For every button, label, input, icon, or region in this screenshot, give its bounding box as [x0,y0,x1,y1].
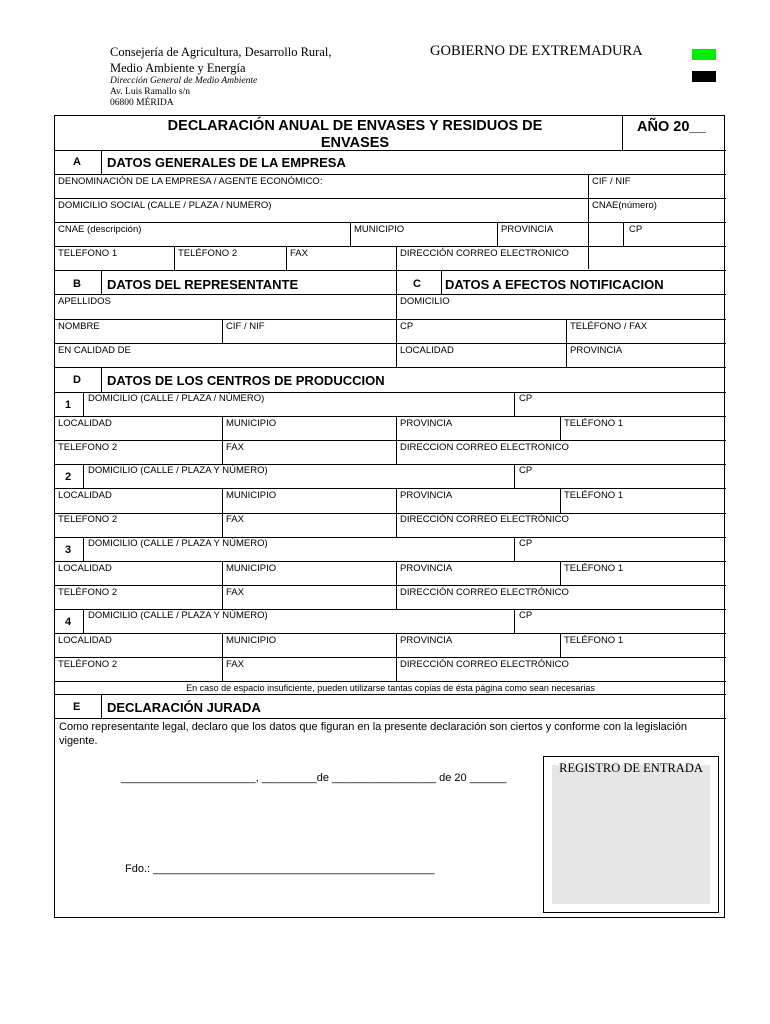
nombre-field[interactable]: NOMBRE [58,321,100,332]
center-1-localidad-field[interactable]: LOCALIDAD [58,418,112,429]
form-title: DECLARACIÓN ANUAL DE ENVASES Y RESIDUOS DE ENVASES [167,118,543,151]
section-d-title: DATOS DE LOS CENTROS DE PRODUCCION [107,373,385,388]
representante-cif-field[interactable]: CIF / NIF [226,321,265,332]
cp-field[interactable]: CP [629,224,643,235]
registro-entrada-box [543,756,719,913]
denominacion-field[interactable]: DENOMINACIÓN DE LA EMPRESA / AGENTE ECONÓMICO: [58,176,323,187]
center-3-telefono-2-field[interactable]: TELÉFONO 2 [58,587,118,598]
notificacion-localidad-field[interactable]: LOCALIDAD [400,345,454,356]
flag-black-stripe [692,71,716,82]
center-2-email-field[interactable]: DIRECCIÓN CORREO ELECTRÓNICO [400,514,569,525]
section-c-title: DATOS A EFECTOS NOTIFICACION [445,277,664,292]
center-2-telefono-2-field[interactable]: TELEFONO 2 [58,514,118,525]
center-2-cp-field[interactable]: CP [519,465,533,476]
section-d-letter: D [73,374,81,386]
center-4-localidad-field[interactable]: LOCALIDAD [58,635,112,646]
center-1-telefono-1-field[interactable]: TELÉFONO 1 [564,418,624,429]
center-4-email-field[interactable]: DIRECCIÓN CORREO ELECTRÓNICO [400,659,569,670]
declaration-text: Como representante legal, declaro que los datos que figuran en la presente declaración son ciertos y conforme con la legislación vigente. [59,721,687,747]
center-3-telefono-1-field[interactable]: TELÉFONO 1 [564,563,624,574]
center-1-cp-field[interactable]: CP [519,393,533,404]
apellidos-field[interactable]: APELLIDOS [58,296,111,307]
city: 06800 MÉRIDA [110,98,174,108]
center-4-provincia-field[interactable]: PROVINCIA [400,635,453,646]
cnae-number-field[interactable]: CNAE(número) [592,200,657,211]
center-4-number: 4 [65,616,72,628]
center-3-number: 3 [65,544,72,556]
notificacion-telfax-field[interactable]: TELÉFONO / FAX [570,321,648,332]
flag-green-stripe [692,49,716,60]
section-a-title: DATOS GENERALES DE LA EMPRESA [107,155,346,170]
domicilio-social-field[interactable]: DOMICILIO SOCIAL (CALLE / PLAZA / NUMERO) [58,200,272,211]
center-1-domicilio-field[interactable]: DOMICILIO (CALLE / PLAZA / NÚMERO) [88,393,265,404]
center-3-email-field[interactable]: DIRECCIÓN CORREO ELECTRÓNICO [400,587,569,598]
registro-stamp-area [552,765,710,904]
center-1-fax-field[interactable]: FAX [226,442,244,453]
center-4-telefono-2-field[interactable]: TELÉFONO 2 [58,659,118,670]
center-2-fax-field[interactable]: FAX [226,514,244,525]
cif-field[interactable]: CIF / NIF [592,176,631,187]
section-e-letter: E [73,701,81,713]
telefono-1-field[interactable]: TELEFONO 1 [58,248,118,259]
department-line-2: Medio Ambiente y Energía [110,61,246,75]
notificacion-domicilio-field[interactable]: DOMICILIO [400,296,450,307]
year-field[interactable]: AÑO 20__ [637,119,706,135]
section-e-title: DECLARACIÓN JURADA [107,700,261,715]
fax-field[interactable]: FAX [290,248,308,259]
center-2-municipio-field[interactable]: MUNICIPIO [226,490,277,501]
center-3-fax-field[interactable]: FAX [226,587,244,598]
department-line-1: Consejería de Agricultura, Desarrollo Rural, [110,45,332,59]
notificacion-provincia-field[interactable]: PROVINCIA [570,345,623,356]
section-c-letter: C [413,278,421,290]
center-1-provincia-field[interactable]: PROVINCIA [400,418,453,429]
center-1-municipio-field[interactable]: MUNICIPIO [226,418,277,429]
center-4-domicilio-field[interactable]: DOMICILIO (CALLE / PLAZA Y NÚMERO) [88,610,268,621]
center-2-number: 2 [65,471,72,483]
center-3-municipio-field[interactable]: MUNICIPIO [226,563,277,574]
copies-note: En caso de espacio insuficiente, pueden utilizarse tantas copias de ésta página como sean necesarias [186,683,595,693]
registro-entrada-label: REGISTRO DE ENTRADA [559,761,703,775]
department-header [110,44,331,109]
address: Av. Luis Ramallo s/n [110,87,190,97]
center-3-localidad-field[interactable]: LOCALIDAD [58,563,112,574]
center-3-domicilio-field[interactable]: DOMICILIO (CALLE / PLAZA Y NÚMERO) [88,538,268,549]
directorate: Dirección General de Medio Ambiente [110,76,258,86]
center-2-telefono-1-field[interactable]: TELÉFONO 1 [564,490,624,501]
center-3-cp-field[interactable]: CP [519,538,533,549]
section-b-letter: B [73,278,81,290]
center-4-cp-field[interactable]: CP [519,610,533,621]
municipio-field[interactable]: MUNICIPIO [354,224,405,235]
center-4-municipio-field[interactable]: MUNICIPIO [226,635,277,646]
center-1-email-field[interactable]: DIRECCION CORREO ELECTRONICO [400,442,569,453]
section-a-letter: A [73,156,81,168]
center-2-localidad-field[interactable]: LOCALIDAD [58,490,112,501]
telefono-2-field[interactable]: TELÉFONO 2 [178,248,238,259]
en-calidad-de-field[interactable]: EN CALIDAD DE [58,345,131,356]
center-1-number: 1 [65,399,72,411]
center-2-provincia-field[interactable]: PROVINCIA [400,490,453,501]
notificacion-cp-field[interactable]: CP [400,321,414,332]
section-b-title: DATOS DEL REPRESENTANTE [107,277,299,292]
signature-line[interactable]: Fdo.: ______________________________________________ [125,863,435,875]
declaration-form [54,115,725,918]
cnae-description-field[interactable]: CNAE (descripción) [58,224,142,235]
place-date-line[interactable]: ______________________, _________de _________________ de 20 ______ [121,772,507,784]
center-2-domicilio-field[interactable]: DOMICILIO (CALLE / PLAZA Y NÚMERO) [88,465,268,476]
center-4-telefono-1-field[interactable]: TELÉFONO 1 [564,635,624,646]
government-title: GOBIERNO DE EXTREMADURA [430,43,643,59]
center-4-fax-field[interactable]: FAX [226,659,244,670]
center-1-telefono-2-field[interactable]: TELEFONO 2 [58,442,118,453]
center-3-provincia-field[interactable]: PROVINCIA [400,563,453,574]
email-field[interactable]: DIRECCIÓN CORREO ELECTRONICO [400,248,569,259]
provincia-field[interactable]: PROVINCIA [501,224,554,235]
